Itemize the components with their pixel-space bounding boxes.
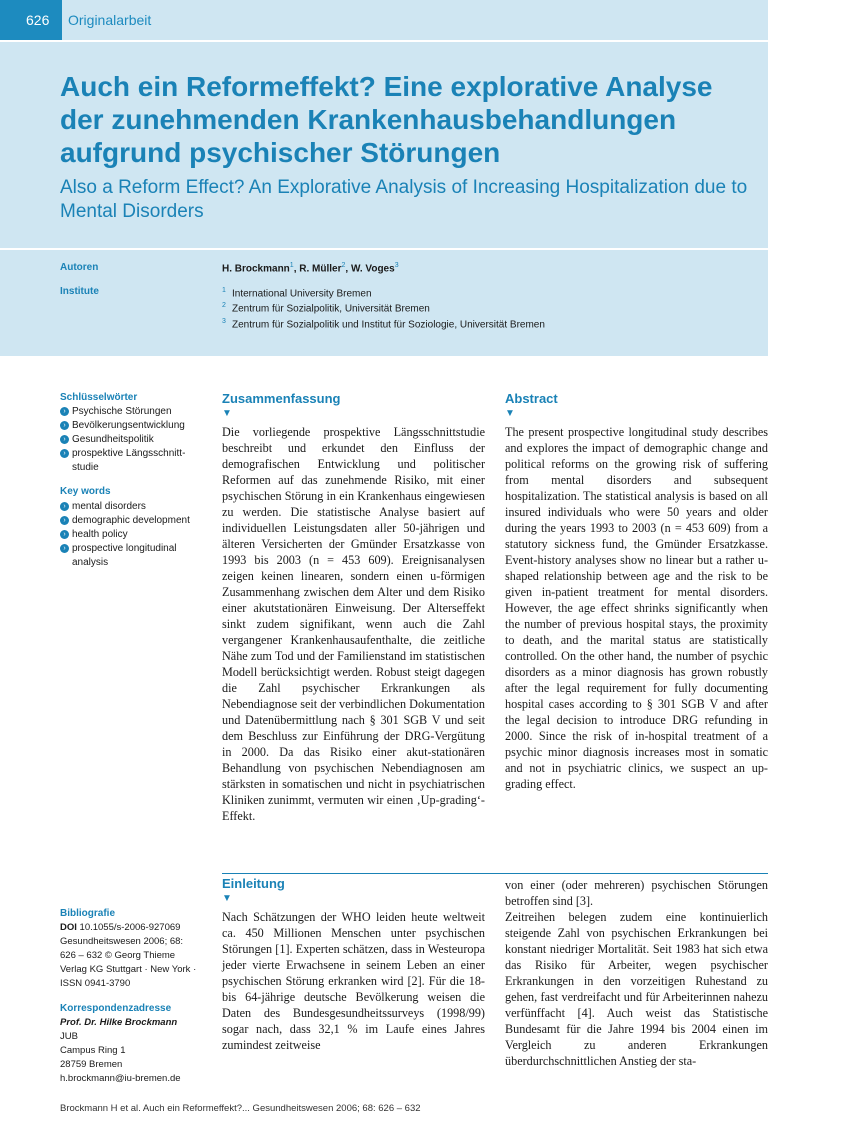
keyword-item [60,542,200,570]
triangle-down-icon: ▼ [505,408,515,419]
chevron-right-icon: › [60,435,69,444]
bibliografie-line: ISSN 0941-3790 [60,978,131,989]
email-link[interactable]: h.brockmann@iu-bremen.de [60,1073,181,1084]
zusammenfassung-heading: Zusammenfassung [222,391,341,406]
doi-line [60,921,210,935]
institute-number: 3 [222,317,226,325]
keyword-text: mental disorders [72,501,146,512]
author-list [222,262,399,274]
keywords-english-heading: Key words [60,486,111,497]
address-line: Campus Ring 1 [60,1045,126,1056]
triangle-down-icon: ▼ [222,408,232,419]
correspondent-name: Prof. Dr. Hilke Brockmann [60,1017,178,1028]
author-name: W. Voges [350,263,395,275]
keyword-text: Psychische Störungen [72,406,172,417]
institute-item [222,316,545,331]
keyword-text: health policy [72,529,128,540]
doi-value: 10.1055/s-2006-927069 [79,922,181,933]
chevron-right-icon: › [60,421,69,430]
bibliografie-heading: Bibliografie [60,908,116,919]
article-title-english: Also a Reform Effect? An Explorative Analysis of Increasing Hospitalization due to Mental Disorders [60,177,748,222]
keywords-english-list [60,500,200,570]
keyword-item [60,514,200,528]
institute-list [222,285,545,331]
institutes-label: Institute [60,286,99,297]
author-name: H. Brockmann [222,263,290,275]
keyword-item [60,500,200,514]
chevron-right-icon: › [60,530,69,539]
page-number: 626 [0,0,62,40]
chevron-right-icon: › [60,516,69,525]
authors-label: Autoren [60,262,99,273]
korrespondenz-details [60,1016,210,1086]
author-affiliation-number: 1 [289,262,294,269]
bibliografie-line: Verlag KG Stuttgart · New York · [60,964,197,975]
einleitung-column-1: Nach Schätzungen der WHO leiden heute weltweit ca. 450 Millionen Menschen unter psychischen Störungen [1]. Experten schätzen, dass in Westeuropa jeder vierte Erwachsene in seinem Leben an einer psychischen Störung erkranken wird [2]. Für die 18- bis 64-jährige deutsche Bevölkerung weisen die Daten des Bundesgesundheitssurveys (1998/99) sogar nach, dass 32,1 % im Laufe eines Jahres zumindest zeitweise [222,910,485,1052]
author-name: R. Müller [299,263,342,275]
keyword-text: prospektive Längsschnitt- studie [72,448,186,473]
section-divider [222,873,768,874]
author-separator: , [345,263,351,275]
institute-name: Zentrum für Sozialpolitik und Institut für Soziologie, Universität Bremen [232,318,545,330]
abstract-text: The present prospective longitudinal study describes and explores the impact of demographic change and political reforms on the growing risk of suffering from mental disorders and subsequent hospitalization. The statistical analysis is based on all insured individuals who were 50 years and older during the years 1993 to 2003 (n = 453 609) from a statutory sickness fund, the Gmünder Ersatzkasse. Event-history analyses show no linear but a rather u-shaped relationship between age and the risk to be given in-patient treatment for mental disorders. However, the age effect shrinks significantly when the number of previous hospital stays, the proximity to death, and the marital status are statistically controlled. On the other hand, the number of psychic disorders as a minor diagnosis has grown robustly after the legal requirement for fully documenting hospital cases according to § 301 SGB V and after the legal decision to introduce DRG refunding in 2000. Since the risk of in-hospital treatment of a psychic minor diagnosis increases most in somatic and not in psychiatric clinics, we suspect an up-grading effect. [505,425,768,791]
bibliografie-line: Gesundheitswesen 2006; 68: [60,936,184,947]
institute-item [222,300,545,315]
institute-item [222,285,545,300]
author-affiliation-number: 2 [341,262,346,269]
keyword-text: Gesundheitspolitik [72,434,154,445]
zusammenfassung-text: Die vorliegende prospektive Längsschnittstudie beschreibt und erkundet den Einfluss der demografischen Entwicklung und politischer Reformen auf das zunehmende Risiko, mit einer psychischen Störung in ein Krankenhaus eingewiesen zu werden. Die statistische Analyse basiert auf individuellen Leistungsdaten aller 50-jährigen und älteren Versicherten der Gmünder Ersatzkasse von 1993 bis 2003 (n = 453 609). Ereignisanalysen zeigen keinen linearen, sondern einen u-förmigen Zusammenhang zwischen dem Alter und dem Risiko einer akutstationären Einweisung. Der Alterseffekt sinkt zudem signifikant, wenn auch die Zahl vergangener Krankenhausaufenthalte, die zeitliche Nähe zum Tod und der Familienstand im statistischen Modell berücksichtigt werden. Robust steigt dagegen die Zahl psychischer Erkrankungen als Nebendiagnose seit der verbindlichen Dokumentation und Datenübermittlung nach § 301 SGB V und seit dem Beschluss zur Einführung der DRG-Vergütung in 2000. Da das Risiko einer akut-stationären Behandlung von psychischen Nebendiagnosen am stärksten in somatischen und nicht in psychiatrischen Kliniken zunimmt, vermuten wir einen ‚Up-grading‘-Effekt. [222,425,485,823]
einleitung-heading: Einleitung [222,876,285,891]
keywords-german-list [60,405,200,475]
einleitung-column-2-paragraph-2: Zeitreihen belegen zudem eine kontinuierlich steigende Zahl von psychischen Erkrankungen bei konstant niedriger Mortalität. Seit 1983 hat sich etwa das Risiko für Arbeiter, wegen psychischer Erkrankungen in den vorzeitigen Ruhestand zu gehen, fast verdreifacht und für Arbeiterinnen nahezu verfünffacht [4]. Auch weist das Statistische Bundesamt für die Jahre 1994 bis 2004 einen im Vergleich zu anderen Erkrankungen überdurchschnittlichen Anstieg der sta- [505,910,768,1068]
institute-name: International University Bremen [232,288,372,300]
chevron-right-icon: › [60,544,69,553]
author-affiliation-number: 3 [394,262,399,269]
institute-name: Zentrum für Sozialpolitik, Universität Bremen [232,303,430,315]
bibliografie-details [60,921,210,991]
article-title-german: Auch ein Reformeffekt? Eine explorative Analyse der zunehmenden Krankenhausbehandlungen aufgrund psychischer Störungen [60,71,713,168]
keyword-text: demographic development [72,515,190,526]
keywords-german-heading: Schlüsselwörter [60,392,138,403]
korrespondenz-heading: Korrespondenzadresse [60,1003,172,1014]
triangle-down-icon: ▼ [222,893,232,904]
section-label: Originalarbeit [68,12,152,28]
address-line: JUB [60,1031,78,1042]
keyword-item [60,528,200,542]
keyword-item [60,405,200,419]
doi-label: DOI [60,922,77,933]
keyword-item [60,419,200,433]
keyword-text: Bevölkerungsentwicklung [72,420,185,431]
chevron-right-icon: › [60,407,69,416]
keyword-item [60,447,200,475]
chevron-right-icon: › [60,502,69,511]
keyword-item [60,433,200,447]
bibliografie-line: 626 – 632 © Georg Thieme [60,950,176,961]
einleitung-column-2-paragraph-1: von einer (oder mehreren) psychischen Störungen betroffen sind [3]. [505,878,768,908]
institute-number: 1 [222,287,226,294]
address-line: 28759 Bremen [60,1059,123,1070]
chevron-right-icon: › [60,449,69,458]
institute-number: 2 [222,302,226,310]
abstract-heading: Abstract [505,391,558,406]
page-footer: Brockmann H et al. Auch ein Reformeffekt?... Gesundheitswesen 2006; 68: 626 – 632 [60,1103,421,1114]
author-separator: , [293,263,300,275]
keyword-text: prospective longitudinal analysis [72,543,177,568]
